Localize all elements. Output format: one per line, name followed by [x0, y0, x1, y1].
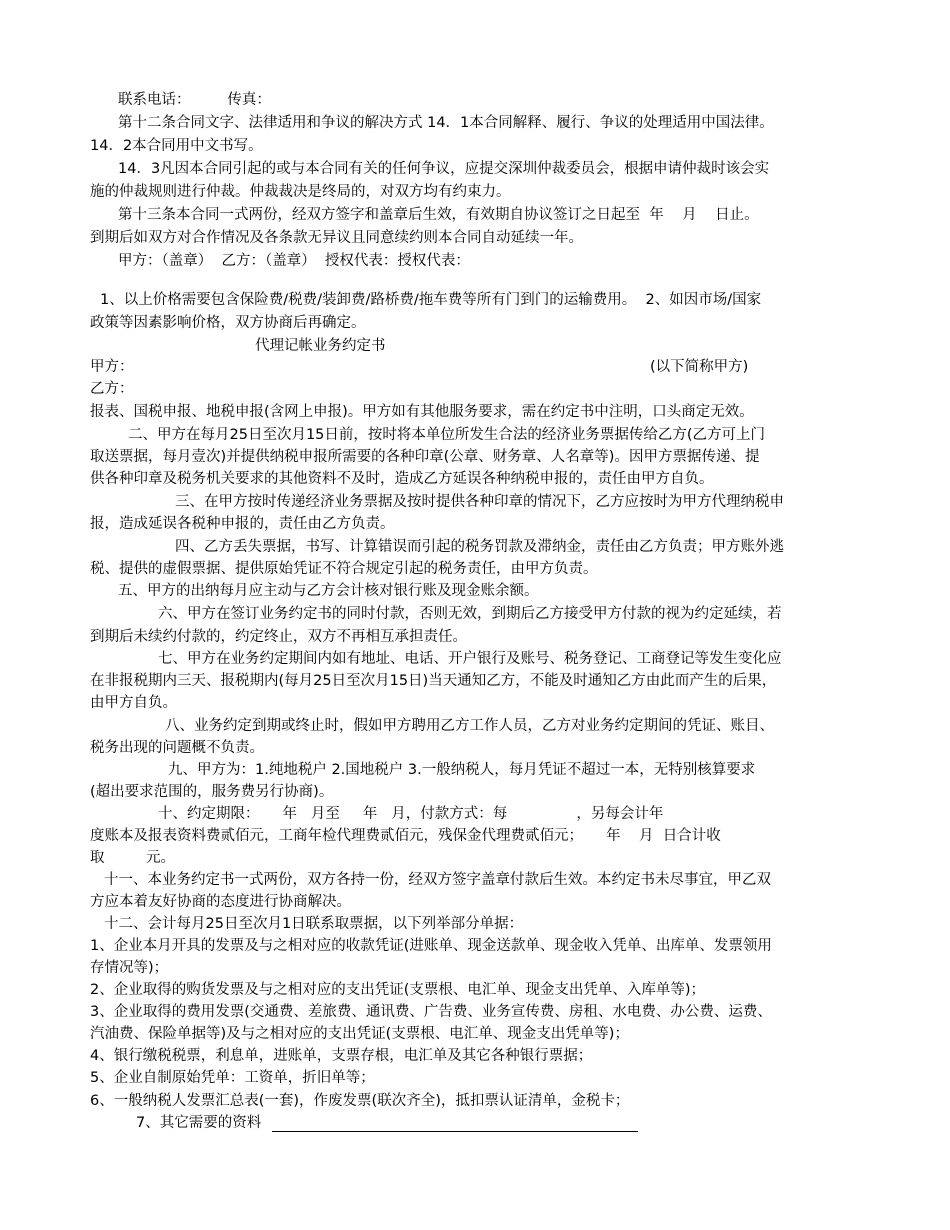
item-12: 十二、会计每月25日至次月1日联系取票据，以下列举部分单据：: [104, 916, 524, 932]
clause-14-2: 14．2本合同用中文书写。: [90, 138, 263, 154]
item-3: 三、在甲方按时传递经济业务票据及按时提供各种印章的情况下，乙方应按时为甲方代理纳税申: [175, 494, 784, 510]
clause-12-title: 第十二条合同文字、法律适用和争议的解决方式 14．1本合同解释、履行、争议的处理适用中国法律。: [118, 115, 774, 131]
party-a-abbrev: (以下简称甲方): [650, 359, 749, 375]
agreement-title: 代理记帐业务约定书: [255, 338, 386, 354]
item-10: 十、约定期限： 年 月至 年 月，付款方式：每 ，另每会计年: [158, 806, 664, 822]
clause-13: 第十三条本合同一式两份，经双方签字和盖章后生效，有效期自协议签订之日起至 年 月 日止。: [118, 207, 759, 223]
clause-14-3: 14．3凡因本合同引起的或与本合同有关的任何争议，应提交深圳仲裁委员会，根据申请仲裁时该会实: [118, 161, 770, 177]
item-2: 二、甲方在每月25日至次月15日前，按时将本单位所发生合法的经济业务票据传给乙方(乙方可上门: [128, 427, 766, 443]
price-note-cont: 政策等因素影响价格，双方协商后再确定。: [90, 315, 366, 331]
receipt-1: 1、企业本月开具的发票及与之相对应的收款凭证(进账单、现金送款单、现金收入凭单、出库单、发票领用: [90, 938, 772, 954]
receipt-3: 3、企业取得的费用发票(交通费、差旅费、通讯费、广告费、业务宣传费、房租、水电费、办公费、运费、: [90, 1004, 772, 1020]
receipt-7: 7、其它需要的资料: [136, 1115, 262, 1131]
item-10-cont1: 度账本及报表资料费贰佰元，工商年检代理费贰佰元，残保金代理费贰佰元； 年 月 日合计收: [90, 828, 721, 844]
item-4: 四、乙方丢失票据，书写、计算错误而引起的税务罚款及滞纳金，责任由乙方负责；甲方账外逃: [175, 539, 784, 555]
item-11: 十一、本业务约定书一式两份，双方各持一份，经双方签字盖章付款后生效。本约定书未尽事宜，甲乙双: [104, 872, 771, 888]
item-8-cont: 税务出现的问题概不负责。: [90, 740, 264, 756]
receipt-1-cont: 存情况等)；: [90, 960, 169, 976]
item-9-cont: (超出要求范围的，服务费另行协商)。: [90, 784, 334, 800]
item-9: 九、甲方为：1.纯地税户 2.国地税户 3.一般纳税人，每月凭证不超过一本，无特别核算要求: [168, 762, 756, 778]
party-b-label: 乙方：: [90, 381, 134, 397]
receipt-3-cont: 汽油费、保险单据等)及与之相对应的支出凭证(支票根、电汇单、现金支出凭单等)；: [90, 1026, 629, 1042]
receipt-7-underline: [272, 1131, 638, 1132]
item-6-cont: 到期后未续约付款的，约定终止，双方不再相互承担责任。: [90, 629, 467, 645]
signature-line: 甲方：（盖章） 乙方：（盖章） 授权代表：授权代表：: [118, 253, 470, 269]
item-7: 七、甲方在业务约定期间内如有地址、电话、开户银行及账号、税务登记、工商登记等发生变化应: [158, 651, 782, 667]
receipt-6: 6、一般纳税人发票汇总表(一套)，作废发票(联次齐全)，抵扣票认证清单，金税卡；: [90, 1093, 630, 1109]
item-2-cont2: 供各种印章及税务机关要求的其他资料不及时，造成乙方延误各种纳税申报的，责任由甲方自负。: [90, 471, 714, 487]
item-6: 六、甲方在签订业务约定书的同时付款，否则无效，到期后乙方接受甲方付款的视为约定延续，若: [158, 606, 782, 622]
item-7-cont2: 由甲方自负。: [90, 695, 177, 711]
contact-line: 联系电话： 传真：: [118, 92, 271, 108]
item-10-cont2: 取 元。: [90, 850, 175, 866]
receipt-5: 5、企业自制原始凭单：工资单，折旧单等；: [90, 1070, 375, 1086]
item-2-cont1: 取送票据，每月壹次)并提供纳税申报所需要的各种印章(公章、财务章、人名章等)。因甲方票据传递、提: [90, 449, 760, 465]
item-5: 五、甲方的出纳每月应主动与乙方会计核对银行账及现金账余额。: [118, 583, 539, 599]
clause-13-cont: 到期后如双方对合作情况及各条款无异议且同意续约则本合同自动延续一年。: [90, 230, 583, 246]
item-4-cont: 税、提供的虚假票据、提供原始凭证不符合规定引起的税务责任，由甲方负责。: [90, 561, 598, 577]
party-a-label: 甲方：: [90, 359, 134, 375]
receipt-2: 2、企业取得的购货发票及与之相对应的支出凭证(支票根、电汇单、现金支出凭单、入库单等)；: [90, 982, 706, 998]
item-11-cont: 方应本着友好协商的态度进行协商解决。: [90, 894, 351, 910]
item-7-cont1: 在非报税期内三天、报税期内(每月25日至次月15日)当天通知乙方，不能及时通知乙方由此而产生的后果，: [90, 673, 777, 689]
item-3-cont: 报，造成延误各税种申报的，责任由乙方负责。: [90, 516, 395, 532]
price-note: 1、以上价格需要包含保险费/税费/装卸费/路桥费/拖车费等所有门到门的运输费用。 2、如因市场/国家: [100, 292, 762, 308]
item-8: 八、业务约定到期或终止时，假如甲方聘用乙方工作人员，乙方对业务约定期间的凭证、账目、: [165, 718, 774, 734]
clause-14-3-cont: 施的仲裁规则进行仲裁。仲裁裁决是终局的，对双方均有约束力。: [90, 184, 511, 200]
receipt-4: 4、银行缴税税票，利息单，进账单，支票存根，电汇单及其它各种银行票据；: [90, 1048, 593, 1064]
item-1-cont: 报表、国税申报、地税申报(含网上申报)。甲方如有其他服务要求，需在约定书中注明，口头商定无效。: [90, 404, 754, 420]
